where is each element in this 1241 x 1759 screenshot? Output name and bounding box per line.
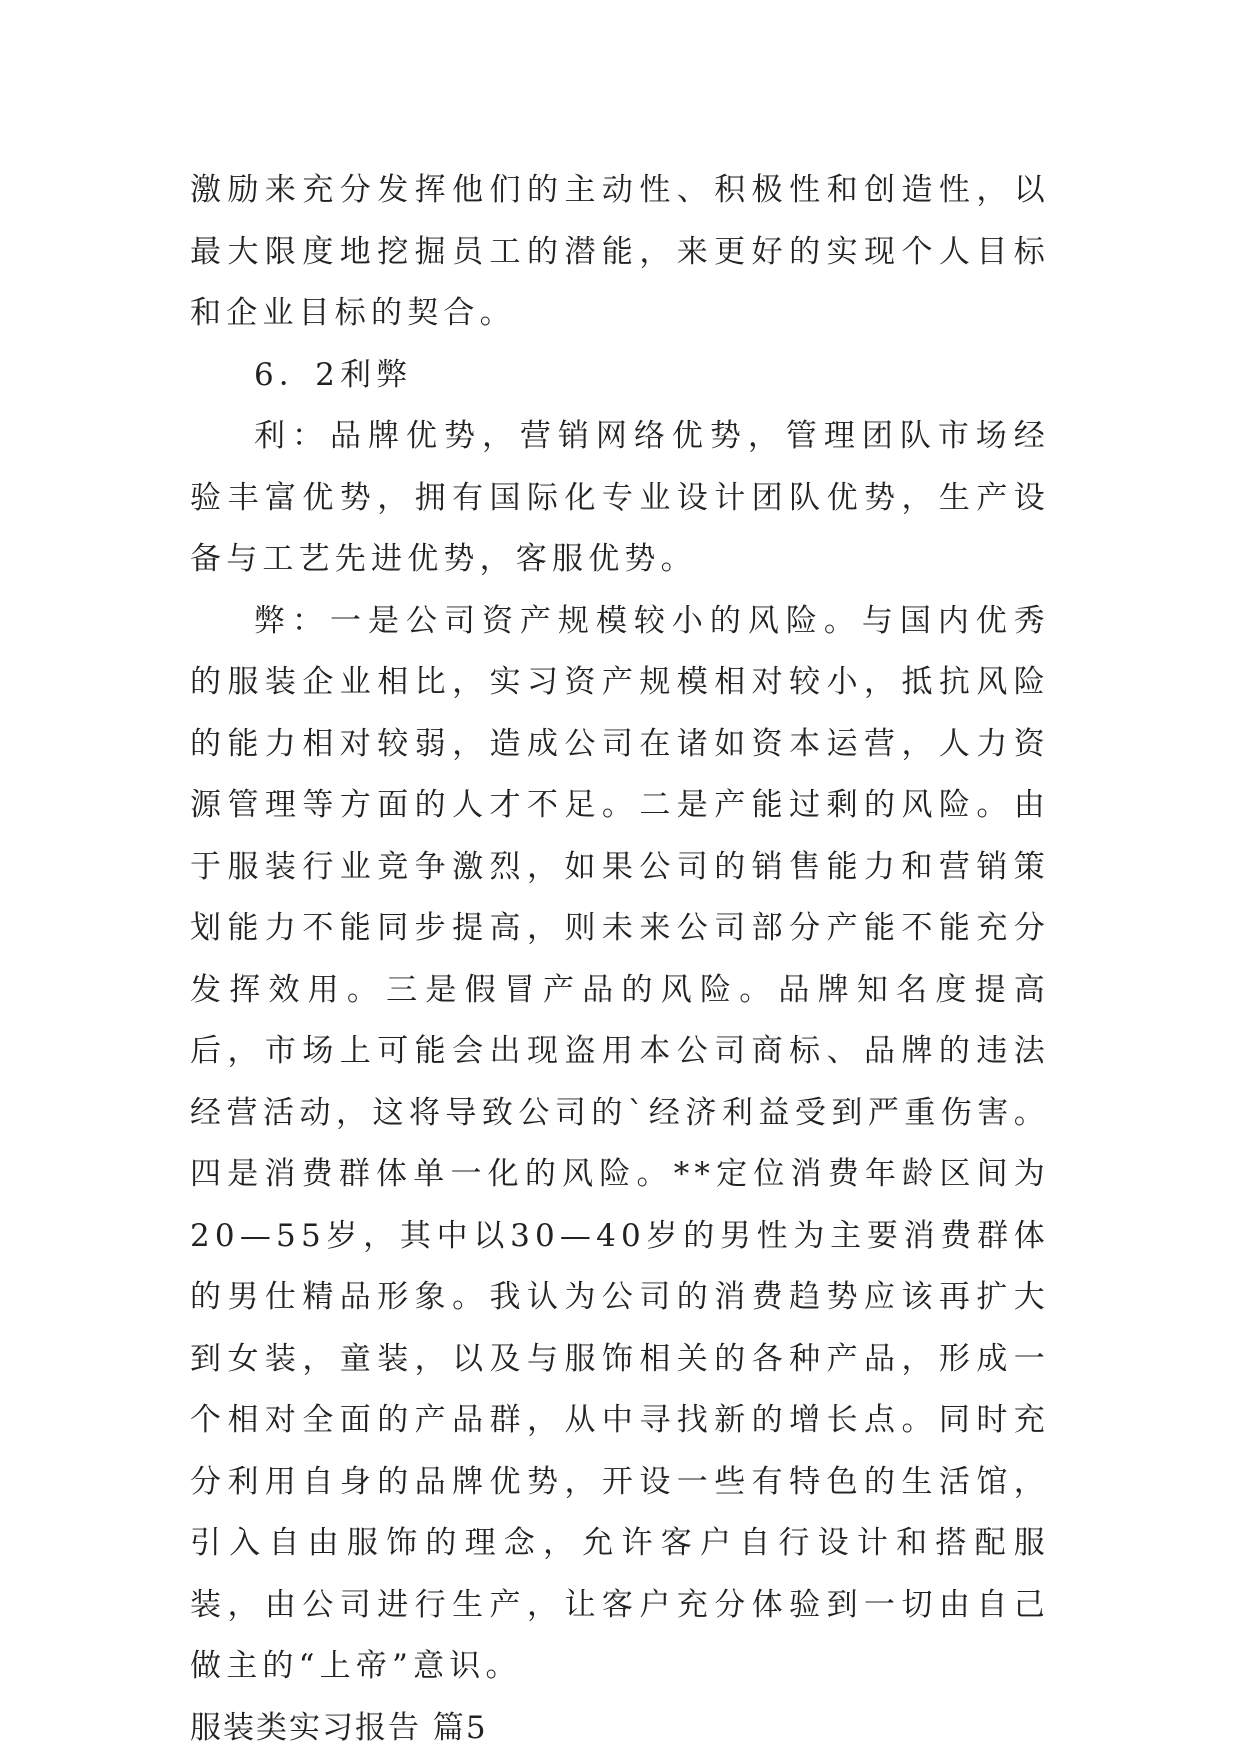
document-body (190, 160, 1050, 1759)
paragraph-disadvantages: 弊：一是公司资产规模较小的风险。与国内优秀的服装企业相比，实习资产规模相对较小，抵抗风险的能力相对较弱，造成公司在诸如资本运营，人力资源管理等方面的人才不足。二是产能过剩的风险。由于服装行业竞争激烈，如果公司的销售能力和营销策划能力不能同步提高，则未来公司部分产能不能充分发挥效用。三是假冒产品的风险。品牌知名度提高后，市场上可能会出现盗用本公司商标、品牌的违法经营活动，这将导致公司的`经济利益受到严重伤害。四是消费群体单一化的风险。**定位消费年龄区间为20—55岁，其中以30—40岁的男性为主要消费群体的男仕精品形象。我认为公司的消费趋势应该再扩大到女装，童装，以及与服饰相关的各种产品，形成一个相对全面的产品群，从中寻找新的增长点。同时充分利用自身的品牌优势，开设一些有特色的生活馆，引入自由服饰的理念，允许客户自行设计和搭配服装，由公司进行生产，让客户充分体验到一切由自己做主的“上帝”意识。 (190, 591, 1050, 1698)
paragraph-continuation: 激励来充分发挥他们的主动性、积极性和创造性，以最大限度地挖掘员工的潜能，来更好的实现个人目标和企业目标的契合。 (190, 160, 1050, 345)
paragraph-advantages: 利：品牌优势，营销网络优势，管理团队市场经验丰富优势，拥有国际化专业设计团队优势，生产设备与工艺先进优势，客服优势。 (190, 406, 1050, 591)
subsection-title: 6．2利弊 (190, 345, 1050, 407)
section-heading: 服装类实习报告 篇5 (190, 1698, 1050, 1759)
